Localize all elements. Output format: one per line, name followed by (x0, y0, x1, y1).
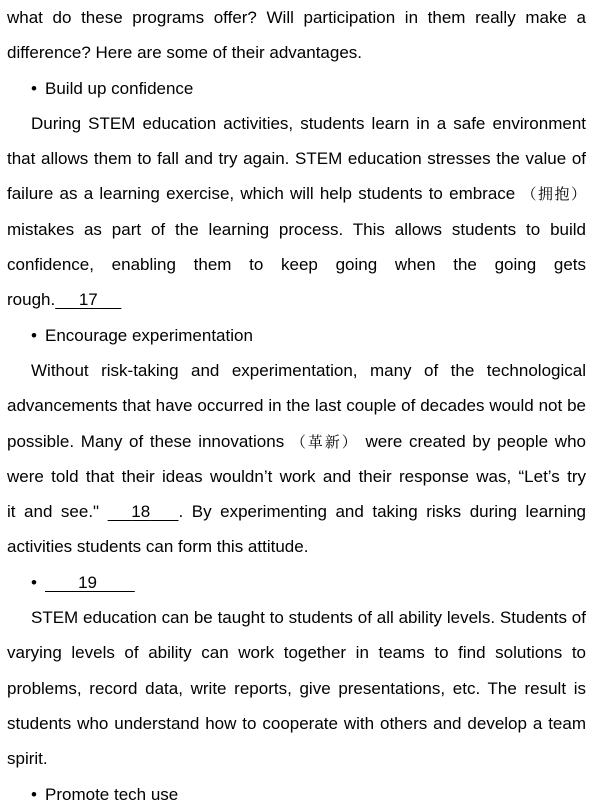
text-segment: . By experimenting and taking risks during learning (178, 502, 586, 522)
text-line-with-blank (7, 282, 586, 317)
text-line-with-note (7, 176, 586, 211)
text-line: were told that their ideas wouldn’t work and their response was, “Let’s try (7, 466, 586, 486)
heading-text: Build up confidence (45, 78, 194, 98)
bullet-icon: • (31, 325, 37, 345)
text-segment: it and see." (7, 502, 100, 522)
text-segment: were created by people who (365, 431, 586, 451)
bullet-icon: • (31, 78, 37, 98)
blank-number: 17 (78, 290, 98, 310)
bullet-heading-confidence (7, 71, 586, 106)
text-segment: possible. Many of these innovations (7, 431, 285, 451)
text-line: confidence, enabling them to keep going when the going gets (7, 255, 586, 275)
blank-number: 19 (78, 572, 97, 592)
bullet-icon: • (31, 572, 37, 592)
heading-text: Encourage experimentation (45, 325, 253, 345)
chinese-note: （拥抱） (521, 185, 586, 204)
heading-text: Promote tech use (45, 784, 179, 804)
text-line: students who understand how to cooperate with others and develop a team (7, 713, 586, 733)
text-line: Without risk-taking and experimentation, many of the technological (31, 360, 586, 380)
bullet-icon: • (31, 784, 37, 804)
bullet-heading-tech-use (7, 777, 586, 812)
text-line-with-blank (7, 494, 586, 529)
answer-blank-19[interactable] (45, 565, 135, 600)
text-line: problems, record data, write reports, give presentations, etc. The result is (7, 678, 586, 698)
text-line-with-note (7, 424, 586, 459)
text-line: STEM education can be taught to students of all ability levels. Students of (31, 608, 586, 628)
text-line: what do these programs offer? Will participation in them really make a (7, 8, 586, 27)
blank-number: 18 (131, 502, 151, 522)
bullet-heading-blank-19 (7, 565, 586, 600)
bullet-heading-experimentation (7, 318, 586, 353)
text-segment: failure as a learning exercise, which will help students to embrace (7, 184, 516, 204)
text-line: activities students can form this attitude. (7, 537, 309, 557)
text-line: varying levels of ability can work together in teams to find solutions to (7, 643, 586, 663)
answer-blank-18[interactable] (108, 494, 179, 529)
answer-blank-17[interactable] (55, 282, 121, 317)
text-line: advancements that have occurred in the last couple of decades would not be (7, 396, 586, 416)
text-line: mistakes as part of the learning process. This allows students to build (7, 219, 586, 239)
chinese-note: （革新） (290, 432, 359, 451)
text-line: spirit. (7, 749, 48, 769)
text-line: difference? Here are some of their advantages. (7, 43, 363, 63)
text-line: that allows them to fall and try again. STEM education stresses the value of (7, 149, 586, 169)
text-segment: rough. (7, 290, 56, 310)
text-line: During STEM education activities, students learn in a safe environment (31, 113, 586, 133)
